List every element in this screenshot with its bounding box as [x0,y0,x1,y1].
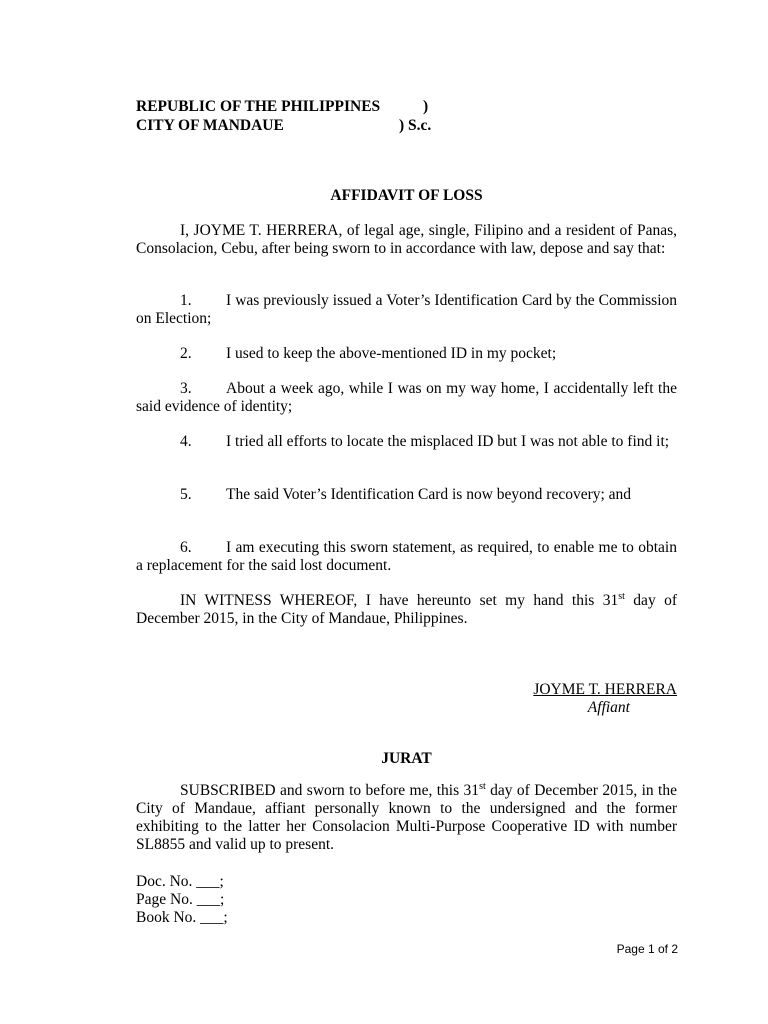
jurat-text-start: SUBSCRIBED and sworn to before me, this 31 [180,782,480,799]
jurat-text-end: day of December 2015, in the City of Mandaue, affiant personally known to the undersigned and the former exhibiting to the latter her Consolacion Multi-Purpose Cooperative ID with number SL8855 and valid up to present. [136,782,677,853]
item-6 [136,539,677,575]
item-text: I used to keep the above-mentioned ID in my pocket; [226,345,557,362]
item-number: 5. [180,486,192,503]
item-number: 6. [180,539,192,556]
item-text: I am executing this sworn statement, as required, to enable me to obtain a replacement for the said lost document. [136,539,677,574]
witness-paragraph [136,592,677,628]
item-text: I tried all efforts to locate the misplaced ID but I was not able to find it; [226,433,670,450]
item-number: 4. [180,433,192,450]
item-3 [136,380,677,416]
document-title: AFFIDAVIT OF LOSS [330,187,483,204]
book-no: Book No. ___; [136,909,228,926]
jurat-superscript: st [479,781,486,792]
intro-text: I, JOYME T. HERRERA, of legal age, single, Filipino and a resident of Panas, Consolacion, Cebu, after being sworn to in accordance with law, depose and say that: [136,222,677,257]
affiant-label: Affiant [587,699,630,716]
page-no: Page No. ___; [136,891,225,908]
header-paren-1: ) [423,98,429,115]
item-text: The said Voter’s Identification Card is now beyond recovery; and [226,486,632,503]
header-republic: REPUBLIC OF THE PHILIPPINES [136,98,381,115]
witness-text-start: IN WITNESS WHEREOF, I have hereunto set my hand this 31 [180,592,619,609]
item-2 [136,345,677,363]
affiant-name: JOYME T. HERRERA [533,681,677,698]
item-1 [136,292,677,328]
header-city: CITY OF MANDAUE [136,117,284,134]
header-sc: ) S.c. [399,117,432,134]
item-4 [136,433,677,451]
item-number: 3. [180,380,192,397]
page-number: Page 1 of 2 [616,942,678,956]
item-text: About a week ago, while I was on my way home, I accidentally left the said evidence of identity; [136,380,677,415]
witness-superscript: st [618,591,625,602]
item-number: 1. [180,292,192,309]
item-text: I was previously issued a Voter’s Identification Card by the Commission on Election; [136,292,677,327]
doc-no: Doc. No. ___; [136,873,224,890]
intro-paragraph [136,222,677,258]
item-5 [136,486,677,504]
item-number: 2. [180,345,192,362]
jurat-paragraph [136,782,677,854]
jurat-title: JURAT [381,750,432,767]
witness-text-end: day of December 2015, in the City of Mandaue, Philippines. [136,592,678,627]
